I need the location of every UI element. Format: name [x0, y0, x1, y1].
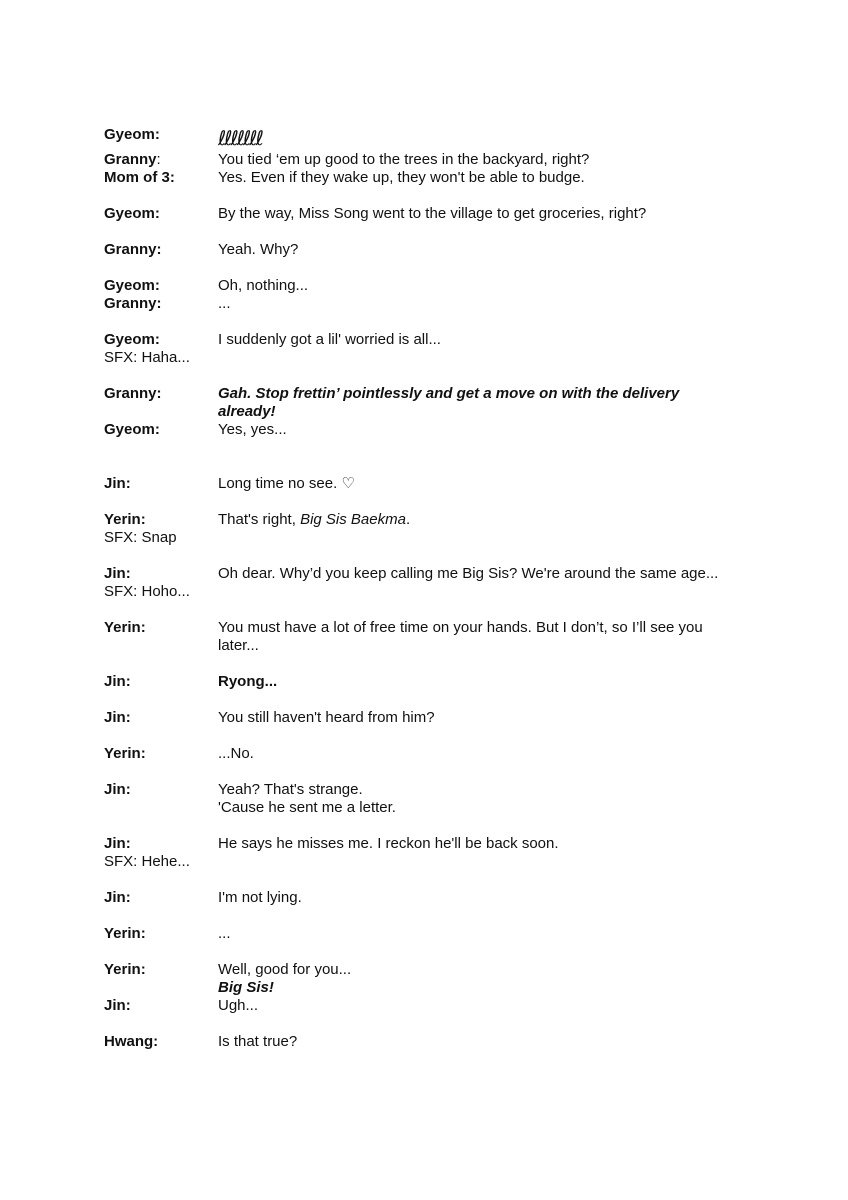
- dialogue-line: [218, 277, 752, 295]
- sfx-note: SFX: Hehe...: [104, 853, 190, 870]
- dialogue-line: [218, 745, 752, 763]
- dialogue-line: [218, 979, 752, 997]
- text-segment: already!: [218, 403, 276, 420]
- speaker-label: [104, 565, 218, 583]
- script-row: [104, 331, 752, 349]
- text-segment: You still haven't heard from him?: [218, 709, 435, 726]
- speaker-colon: :: [154, 205, 160, 222]
- dialogue-text: [218, 565, 752, 583]
- speaker-colon: :: [156, 385, 162, 402]
- speaker-colon: :: [156, 241, 162, 258]
- dialogue-line: [218, 781, 752, 799]
- speaker-colon: :: [125, 475, 131, 492]
- dialogue-line: [218, 241, 752, 259]
- script-row: [104, 421, 752, 439]
- dialogue-line: [218, 565, 752, 583]
- script-row: [104, 961, 752, 997]
- speaker-label: [104, 241, 218, 259]
- dialogue-text: [218, 709, 752, 727]
- speaker-colon: :: [140, 619, 146, 636]
- speaker-label: [104, 126, 218, 144]
- dialogue-line: [218, 961, 752, 979]
- speaker-label: [104, 925, 218, 943]
- speaker-label: [104, 421, 218, 439]
- script-row: [104, 241, 752, 259]
- speaker-name: Gyeom: [104, 205, 155, 222]
- dialogue-line: [218, 169, 752, 187]
- script-row: [104, 126, 752, 151]
- dialogue-line: [218, 637, 752, 655]
- dialogue-line: [218, 997, 752, 1015]
- text-segment: I'm not lying.: [218, 889, 302, 906]
- speaker-label: [104, 205, 218, 223]
- dialogue-text: [218, 925, 752, 943]
- dialogue-text: [218, 126, 752, 151]
- dialogue-line: [218, 295, 752, 313]
- sfx-note: SFX: Haha...: [104, 349, 190, 366]
- dialogue-line: [218, 331, 752, 349]
- speaker-name: Gyeom: [104, 331, 155, 348]
- sfx-note: SFX: Hoho...: [104, 583, 190, 600]
- speaker-label: [104, 745, 218, 763]
- text-segment: Big Sis Baekma: [300, 511, 406, 528]
- text-segment: Well, good for you...: [218, 961, 352, 978]
- speaker-colon: :: [156, 295, 162, 312]
- speaker-colon: :: [125, 889, 131, 906]
- dialogue-text: [218, 331, 752, 349]
- dialogue-text: [218, 619, 752, 655]
- text-segment: Yes. Even if they wake up, they won't be able to budge.: [218, 169, 585, 186]
- dialogue-text: [218, 781, 752, 817]
- script-row: [104, 277, 752, 295]
- speaker-colon: :: [154, 277, 160, 294]
- dialogue-line: [218, 511, 752, 529]
- script-row: [104, 151, 752, 169]
- speaker-colon: :: [125, 565, 131, 582]
- speaker-colon: :: [140, 511, 146, 528]
- text-segment: Oh, nothing...: [218, 277, 309, 294]
- dialogue-line: [218, 673, 752, 691]
- text-segment: Oh dear. Why’d you keep calling me Big Sis? We're around the same age...: [218, 565, 719, 582]
- speaker-label: [104, 475, 218, 493]
- script-row: [104, 745, 752, 763]
- speaker-name: Jin: [104, 997, 126, 1014]
- script-row: [104, 565, 752, 583]
- text-segment: ...: [218, 925, 231, 942]
- dialogue-text: [218, 745, 752, 763]
- speaker-colon: :: [125, 835, 131, 852]
- speaker-colon: :: [140, 961, 146, 978]
- script-row: [104, 475, 752, 493]
- speaker-label: [104, 889, 218, 907]
- speaker-label: [104, 169, 218, 187]
- speaker-label: [104, 961, 218, 979]
- text-segment: That's right,: [218, 511, 301, 528]
- speaker-label: [104, 835, 218, 853]
- speaker-colon: :: [153, 1033, 159, 1050]
- dialogue-text: [218, 241, 752, 259]
- dialogue-text: [218, 205, 752, 223]
- dialogue-text: [218, 475, 752, 493]
- speaker-label: [104, 1033, 218, 1051]
- script-row: [104, 1033, 752, 1051]
- speaker-colon: :: [154, 421, 160, 438]
- text-segment: You tied ‘em up good to the trees in the backyard, right?: [218, 151, 590, 168]
- speaker-name: Gyeom: [104, 421, 155, 438]
- dialogue-text: [218, 997, 752, 1015]
- speaker-name: Granny: [104, 385, 157, 402]
- speaker-colon: :: [125, 997, 131, 1014]
- script-row: [104, 835, 752, 853]
- speaker-name: Jin: [104, 889, 126, 906]
- script-row: [104, 583, 752, 601]
- text-segment: Gah. Stop frettin’ pointlessly and get a move on with the delivery: [218, 385, 680, 402]
- text-segment: Yeah. Why?: [218, 241, 299, 258]
- dialogue-line: [218, 385, 752, 403]
- speaker-name: Jin: [104, 709, 126, 726]
- text-segment: Ugh...: [218, 997, 259, 1014]
- dialogue-text: [218, 1033, 752, 1051]
- speaker-label: [104, 331, 218, 349]
- speaker-name: Yerin: [104, 925, 141, 942]
- speaker-label: [104, 295, 218, 313]
- speaker-name: Jin: [104, 781, 126, 798]
- text-segment: I suddenly got a lil' worried is all...: [218, 331, 441, 348]
- script-body: [104, 126, 752, 1051]
- script-row: [104, 925, 752, 943]
- script-row: [104, 709, 752, 727]
- script-row: [104, 673, 752, 691]
- speaker-name: Gyeom: [104, 277, 155, 294]
- script-row: [104, 529, 752, 547]
- speaker-colon: :: [169, 169, 175, 186]
- speaker-name: Granny: [104, 241, 157, 258]
- text-segment: .: [405, 511, 411, 528]
- script-row: [104, 997, 752, 1015]
- dialogue-text: [218, 151, 752, 169]
- speaker-colon: :: [154, 331, 160, 348]
- speaker-label: [104, 781, 218, 799]
- script-row: [104, 889, 752, 907]
- dialogue-line: [218, 1033, 752, 1051]
- speaker-name: Granny: [104, 295, 157, 312]
- text-segment: Yes, yes...: [218, 421, 287, 438]
- text-segment: ...No.: [218, 745, 254, 762]
- script-row: [104, 511, 752, 529]
- speaker-label: [104, 511, 218, 529]
- script-row: [104, 781, 752, 817]
- text-segment: By the way, Miss Song went to the village to get groceries, right?: [218, 205, 647, 222]
- speaker-name: Hwang: [104, 1033, 154, 1050]
- dialogue-line: [218, 889, 752, 907]
- text-segment: 'Cause he sent me a letter.: [218, 799, 396, 816]
- dialogue-text: [218, 169, 752, 187]
- speaker-label: [104, 151, 218, 169]
- dialogue-text: [218, 385, 752, 421]
- text-segment: Big Sis!: [218, 979, 274, 996]
- speaker-label: [104, 997, 218, 1015]
- speaker-label: [104, 673, 218, 691]
- dialogue-text: [218, 277, 752, 295]
- dialogue-line: [218, 421, 752, 439]
- sfx-note: SFX: Snap: [104, 529, 177, 546]
- text-segment: You must have a lot of free time on your hands. But I don’t, so I’ll see you: [218, 619, 703, 636]
- dialogue-line: [218, 799, 752, 817]
- speaker-name: Yerin: [104, 619, 141, 636]
- dialogue-text: [218, 835, 752, 853]
- speaker-colon: :: [125, 673, 131, 690]
- text-segment: Is that true?: [218, 1033, 298, 1050]
- speaker-name: Mom of 3: [104, 169, 170, 186]
- dialogue-line: [218, 403, 752, 421]
- script-row: [104, 169, 752, 187]
- speaker-label: [104, 619, 218, 637]
- dialogue-line: [218, 126, 752, 151]
- speaker-label: [104, 709, 218, 727]
- script-row: [104, 853, 752, 871]
- dialogue-text: [218, 889, 752, 907]
- speaker-colon: :: [125, 781, 131, 798]
- text-segment: Long time no see. ♡: [218, 475, 355, 492]
- dialogue-line: [218, 835, 752, 853]
- speaker-colon: :: [140, 745, 146, 762]
- speaker-name: Yerin: [104, 511, 141, 528]
- speaker-colon: :: [125, 709, 131, 726]
- dialogue-text: [218, 511, 752, 529]
- dialogue-text: [218, 295, 752, 313]
- speaker-label: [104, 277, 218, 295]
- speaker-name: Yerin: [104, 745, 141, 762]
- text-segment: later...: [218, 637, 259, 654]
- dialogue-text: [218, 421, 752, 439]
- speaker-name: Jin: [104, 673, 126, 690]
- script-row: [104, 385, 752, 421]
- dialogue-line: [218, 475, 752, 493]
- text-segment: Yeah? That's strange.: [218, 781, 363, 798]
- script-row: [104, 619, 752, 655]
- dialogue-text: [218, 961, 752, 997]
- speaker-name: Jin: [104, 565, 126, 582]
- dialogue-line: [218, 709, 752, 727]
- speaker-name: Jin: [104, 475, 126, 492]
- dialogue-line: [218, 205, 752, 223]
- text-segment: ...: [218, 295, 231, 312]
- text-segment: He says he misses me. I reckon he'll be back soon.: [218, 835, 559, 852]
- speaker-name: Yerin: [104, 961, 141, 978]
- dialogue-line: [218, 151, 752, 169]
- dialogue-line: [218, 619, 752, 637]
- dialogue-text: [218, 673, 752, 691]
- text-segment: Ryong...: [218, 673, 278, 690]
- speaker-name: Jin: [104, 835, 126, 852]
- text-segment: ℓℓℓℓℓℓℓ: [218, 126, 262, 150]
- speaker-colon: :: [140, 925, 146, 942]
- dialogue-line: [218, 925, 752, 943]
- speaker-name: Granny: [104, 151, 157, 168]
- script-row: [104, 205, 752, 223]
- speaker-colon: :: [156, 151, 161, 168]
- speaker-colon: :: [154, 126, 160, 143]
- speaker-label: [104, 385, 218, 403]
- script-row: [104, 295, 752, 313]
- speaker-name: Gyeom: [104, 126, 155, 143]
- script-row: [104, 349, 752, 367]
